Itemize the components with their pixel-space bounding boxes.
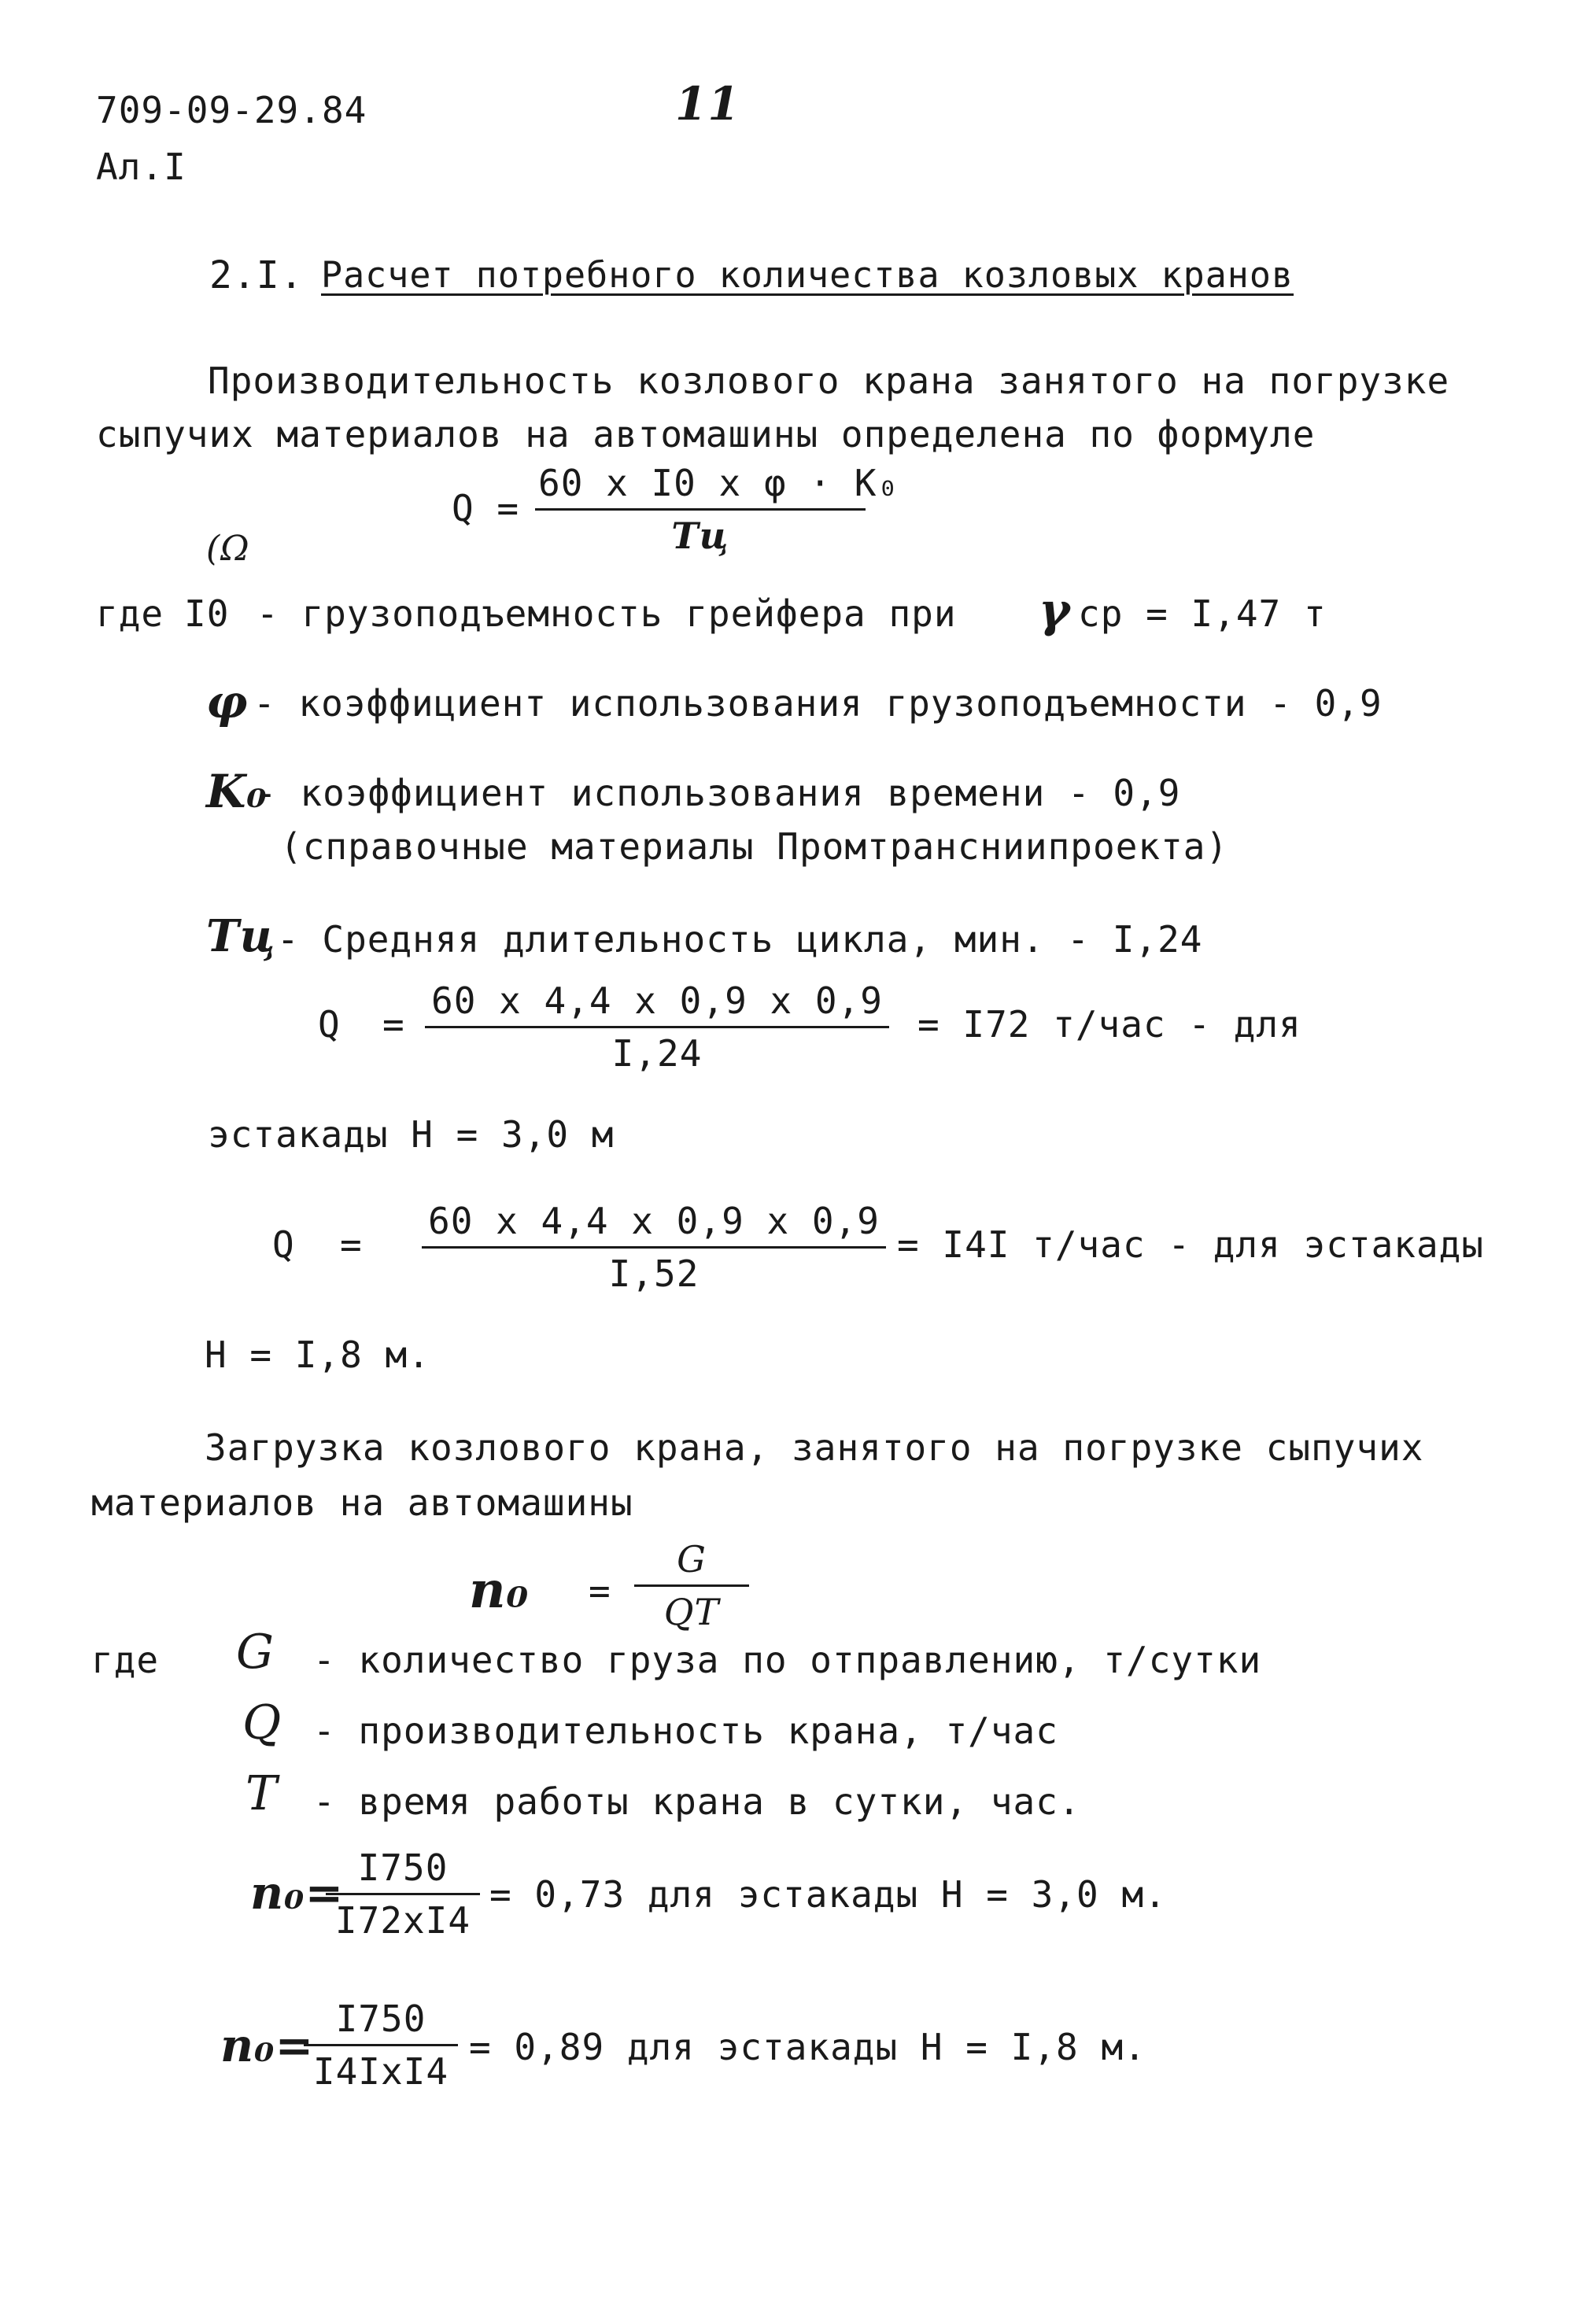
doc-code: 709-09-29.84 — [96, 89, 367, 131]
t-definition: - время работы крана в сутки, час. — [313, 1780, 1081, 1823]
formula2-denominator: QT — [663, 1591, 720, 1633]
calc4-fraction — [304, 1997, 458, 2093]
calc4-numerator: I750 — [304, 1997, 458, 2046]
k0-symbol: K₀ — [206, 765, 268, 818]
calc1-result: = I72 т/час - для — [917, 1003, 1301, 1046]
formula2-fraction — [634, 1537, 749, 1634]
formula2-eq: = — [589, 1570, 611, 1612]
q-definition: - производительность крана, т/час — [313, 1710, 1058, 1752]
calc1-continuation: эстакады Н = 3,0 м — [208, 1113, 615, 1156]
tc-definition: - Средняя длительность цикла, мин. - I,24 — [277, 918, 1203, 961]
calc3-result: = 0,73 для эстакады Н = 3,0 м. — [489, 1873, 1167, 1916]
section-title: Расчет потребного количества козловых кранов — [321, 254, 1294, 296]
calc1-lhs: Q — [318, 1003, 341, 1046]
calc4-result: = 0,89 для эстакады Н = I,8 м. — [469, 2026, 1146, 2068]
intro-line-2: сыпучих материалов на автомашины определена по формуле — [96, 413, 1316, 456]
i10-definition: - грузоподъемность грейфера при — [257, 592, 957, 635]
q-symbol: Q — [242, 1695, 282, 1750]
load-line-2: материалов на автомашины — [91, 1481, 633, 1524]
formula2-numerator: G — [634, 1537, 749, 1587]
formula1-denominator: Tц — [671, 515, 729, 557]
calc3-lhs: n₀= — [250, 1866, 345, 1920]
page-number: 11 — [675, 77, 740, 131]
gamma-definition: ср = I,47 т — [1078, 592, 1327, 635]
calc2-eq: = — [340, 1223, 363, 1266]
calc1-numerator: 60 x 4,4 x 0,9 x 0,9 — [425, 979, 889, 1028]
sheet-label: Ал.I — [96, 146, 186, 188]
i10-symbol: I0 — [184, 592, 230, 635]
k0-definition: - коэффициент использования времени - 0,9 — [255, 772, 1181, 814]
g-symbol: G — [236, 1625, 275, 1680]
t-symbol: T — [245, 1766, 279, 1821]
phi-symbol: φ — [206, 675, 249, 729]
formula1-fraction — [535, 461, 900, 558]
calc3-fraction — [326, 1846, 480, 1942]
g-definition: - количество груза по отправлению, т/сутки — [313, 1639, 1262, 1681]
tc-symbol: Tц — [206, 910, 276, 962]
calc2-denominator: I,52 — [608, 1252, 700, 1295]
formula2-lhs: n₀ — [469, 1561, 530, 1620]
formula1-lhs: Q = — [452, 487, 520, 529]
intro-line-1: Производительность козлового крана занятого на погрузке — [208, 360, 1450, 402]
calc3-numerator: I750 — [326, 1846, 480, 1895]
k0-note: (справочные материалы Промтрансниипроекта) — [280, 825, 1229, 868]
calc1-fraction — [425, 979, 889, 1075]
calc2-result: = I4I т/час - для эстакады — [897, 1223, 1485, 1266]
calc2-fraction — [422, 1199, 886, 1296]
phi-definition: - коэффициент использования грузоподъемности - 0,9 — [253, 682, 1382, 725]
calc2-continuation: Н = I,8 м. — [205, 1334, 430, 1376]
margin-mark: (Ω — [206, 529, 250, 569]
calc1-denominator: I,24 — [611, 1032, 703, 1075]
where-label-2: где — [91, 1639, 160, 1681]
load-line-1: Загрузка козлового крана, занятого на погрузке сыпучих — [205, 1426, 1424, 1469]
calc4-lhs: n₀= — [220, 2019, 315, 2072]
calc2-numerator: 60 x 4,4 x 0,9 x 0,9 — [422, 1199, 886, 1249]
calc4-denominator: I4IxI4 — [312, 2050, 449, 2093]
gamma-symbol: γ — [1039, 583, 1071, 638]
calc3-denominator: I72xI4 — [334, 1899, 471, 1942]
where-label-1: где — [96, 592, 164, 635]
section-number: 2.I. — [209, 253, 304, 297]
calc2-lhs: Q — [272, 1223, 295, 1266]
calc1-eq: = — [382, 1003, 405, 1046]
formula1-numerator: 60 x I0 x φ · K₀ — [535, 461, 866, 511]
